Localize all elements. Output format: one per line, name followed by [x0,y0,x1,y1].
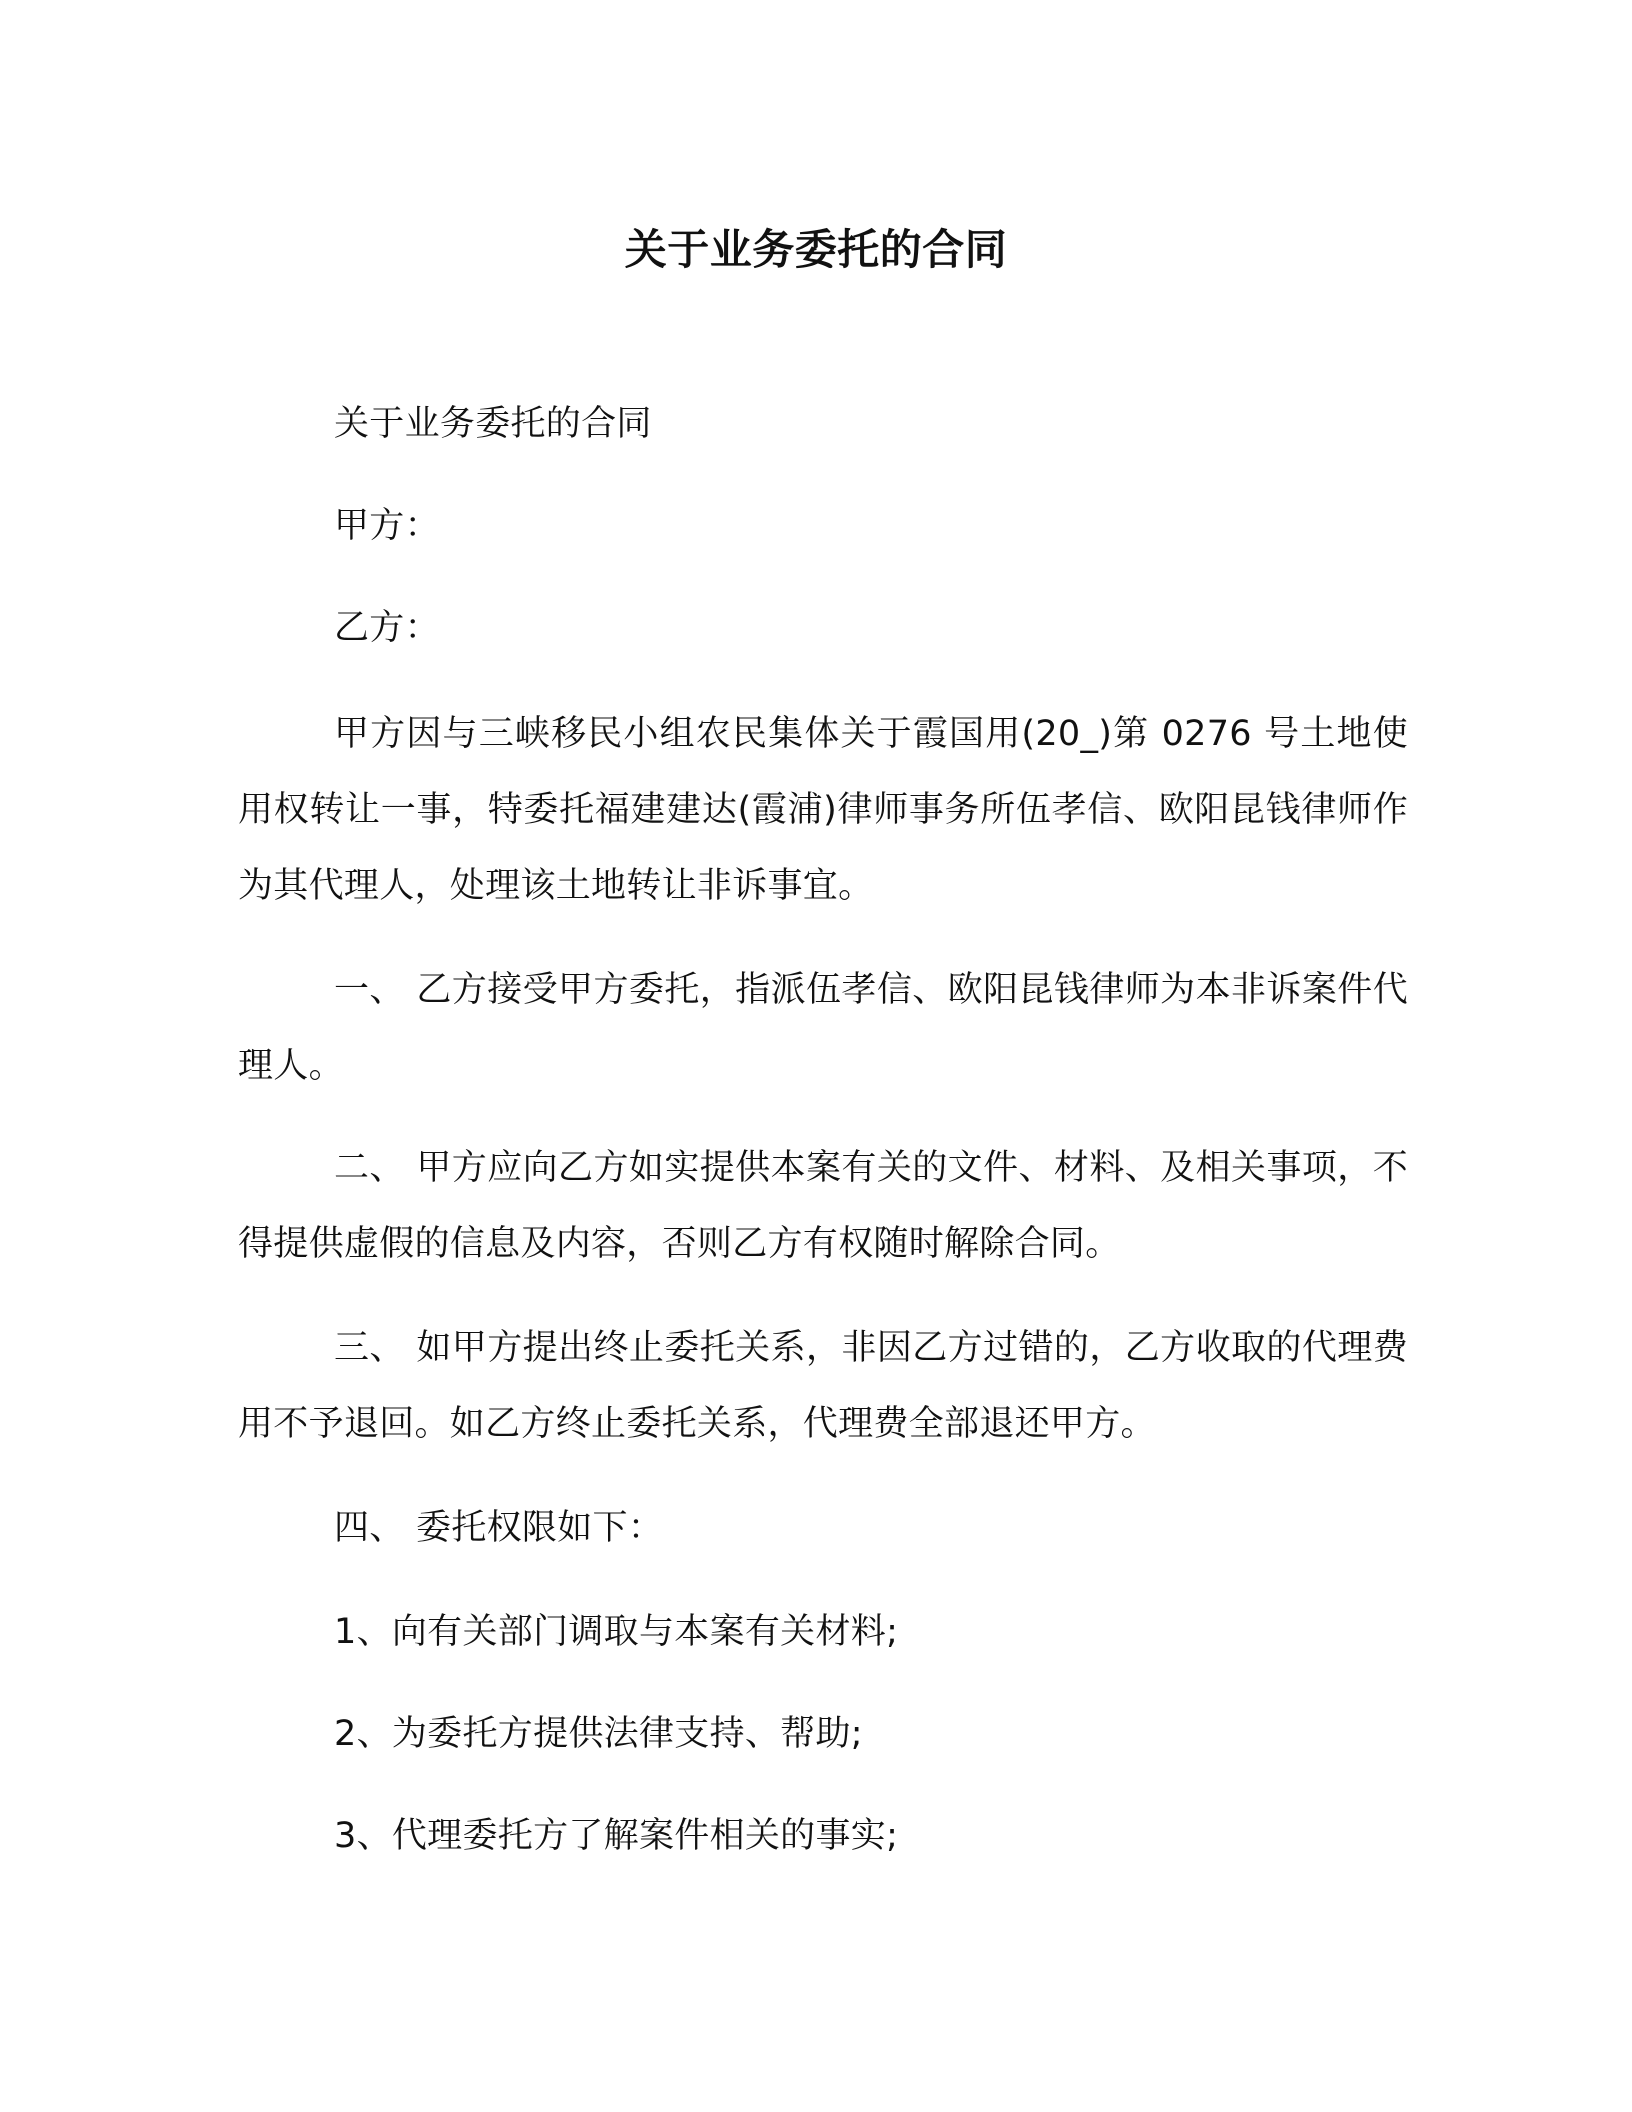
intro-paragraph: 甲方因与三峡移民小组农民集体关于霞国用(20_)第 0276 号土地使用权转让一事，特委托福建建达(霞浦)律师事务所伍孝信、欧阳昆钱律师作为其代理人，处理该土地转让非诉事宜。 [238,714,1408,906]
clause-1-block [238,952,1408,1104]
intro-paragraph-block [238,696,1408,924]
document-title: 关于业务委托的合同 [624,225,1008,274]
list-item: 2、为委托方提供法律支持、帮助; [334,1714,863,1754]
list-item: 3、代理委托方了解案件相关的事实; [334,1816,899,1856]
clause-3-block [238,1310,1408,1462]
clause-4-heading: 四、 委托权限如下： [334,1508,664,1548]
clause-2: 二、 甲方应向乙方如实提供本案有关的文件、材料、及相关事项，不得提供虚假的信息及内容，否则乙方有权随时解除合同。 [238,1148,1408,1264]
party-b-label: 乙方： [334,608,440,648]
party-a-label: 甲方： [334,506,440,546]
clause-3: 三、 如甲方提出终止委托关系，非因乙方过错的，乙方收取的代理费用不予退回。如乙方终止委托关系，代理费全部退还甲方。 [238,1328,1408,1444]
clause-2-block [238,1130,1408,1282]
list-item: 1、向有关部门调取与本案有关材料; [334,1612,899,1652]
contract-heading: 关于业务委托的合同 [334,404,652,444]
clause-1: 一、 乙方接受甲方委托，指派伍孝信、欧阳昆钱律师为本非诉案件代理人。 [238,970,1408,1086]
